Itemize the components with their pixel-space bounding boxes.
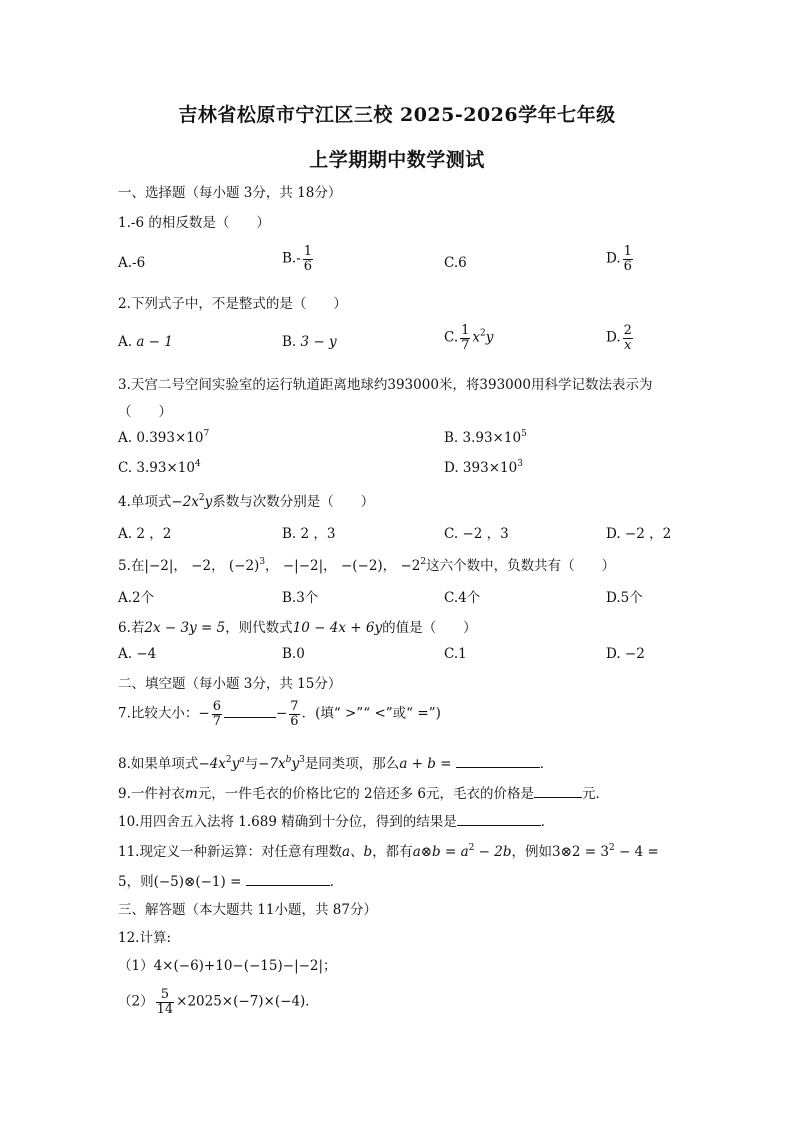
q12-p2-numerator: 5 [156,988,175,1003]
question-10 [118,810,554,830]
q6-stem-expr2: 10 − 4x + 6y [292,620,383,636]
q7-mid: − [275,705,288,722]
q2-option-b [282,334,337,350]
question-4-stem [118,490,374,510]
q1-b-prefix: B.- [282,250,301,267]
question-8 [118,752,553,772]
question-2-stem: 2.下列式子中，不是整式的是（ ） [118,296,347,312]
q7-answer-blank[interactable] [224,705,276,718]
q5-items2: ， −|−2|， −(−2)， −2 [265,558,421,574]
question-11-line-1 [118,840,659,860]
q8-term2: −7x [258,756,286,772]
q3-a-exponent: 7 [203,429,210,439]
q2-option-a [118,334,173,350]
q3-b-exponent: 5 [521,429,527,439]
q4-stem-pre: 4.单项式 [118,494,172,510]
q2-c-prefix: C. [444,329,459,346]
q3-option-d [444,460,523,476]
q11-pre: 11.现定义一种新运算：对任意有理数 [118,844,342,860]
q2-b-expression: 3 − y [300,334,337,350]
q9-end: 元． [581,786,609,802]
q3-option-b [444,430,527,446]
q5-exp2: 2 [420,557,427,567]
q3-option-a [118,430,209,446]
q12-p1-label: （1） [118,958,154,974]
q4-stem-expr: −2x [171,494,199,510]
q5-exp1: 3 [259,557,266,567]
q2-option-d [606,324,635,352]
q12-p2-expression: ×2025×(−7)×(−4)． [176,993,319,1010]
q2-b-prefix: B. [282,334,297,350]
q6-stem-mid: ，则代数式 [225,620,293,636]
question-6-stem [118,616,477,636]
q3-c-base: C. 3.93×10 [118,460,195,476]
q9-var: m [184,786,198,802]
q12-p2-denominator: 14 [156,1001,174,1017]
q11-example-exp: 2 [608,843,615,853]
q5-option-d: D.5个 [606,590,643,606]
q1-d-fraction [623,245,633,273]
q11-answer-blank[interactable] [246,873,330,886]
q1-b-fraction [303,245,313,273]
q5-items: |−2|， −2， (−2) [144,558,260,574]
page-title: 吉林省松原市宁江区三校 2025-2026学年七年级 [178,104,616,126]
q3-c-exponent: 4 [194,459,201,469]
question-12-part-2 [118,988,319,1016]
q2-d-numerator: 2 [623,323,632,338]
q7-post: ．(填“ >”“ <”或“ =”) [301,705,441,722]
q1-d-denominator: 6 [623,258,632,274]
q12-p2-label: （2） [118,993,154,1010]
q2-c-var2: y [485,329,494,346]
q1-option-b [282,245,315,273]
q3-option-c [118,460,201,476]
q1-b-denominator: 6 [303,258,313,274]
q6-option-a: A. −4 [118,646,157,662]
q11-example-label: ，例如 [511,844,552,860]
q10-end: ． [540,814,555,830]
q8-answer-blank[interactable] [456,755,540,768]
q3-d-base: D. 393×10 [444,460,518,476]
q2-option-c [444,324,493,352]
q7-fraction-1 [212,700,222,728]
question-9 [118,782,609,802]
q2-d-prefix: D. [606,329,621,346]
q4-stem-exp: 2 [198,493,205,503]
q9-post: 元，一件毛衣的价格比它的 2倍还多 6元，毛衣的价格是 [197,786,534,802]
q6-stem-pre: 6.若 [118,620,145,636]
section-heading-solve: 三、解答题（本大题共 11小题，共 87分） [118,902,377,918]
q1-d-prefix: D. [606,250,621,267]
q5-option-c: C.4个 [444,590,481,606]
q3-b-base: B. 3.93×10 [444,430,522,446]
question-11-line-2 [118,870,343,890]
q2-a-prefix: A. [118,334,133,350]
q5-stem-pre: 5.在 [118,558,145,574]
question-12-part-1 [118,954,337,974]
q6-option-d: D. −2 [606,646,645,662]
q8-term2-y-exp: 3 [299,755,305,765]
q4-option-c: C. −2 ，3 [444,526,509,542]
q11-definition: a⊗b = a [412,844,469,860]
q11-line2-pre: 5，则 [118,874,154,890]
q4-option-d: D. −2 ，2 [606,526,672,542]
question-7 [118,700,441,728]
question-3-stem: 3.天宫二号空间实验室的运行轨道距离地球约393000米，将393000用科学记数法表示为 [118,377,653,393]
q2-c-exponent: 2 [480,328,486,339]
q10-answer-blank[interactable] [457,813,541,826]
q8-pre: 8.如果单项式 [118,756,199,772]
q4-stem-expr2: y [204,494,213,510]
q9-pre: 9.一件衬衣 [118,786,185,802]
q11-mid: ，都有 [372,844,413,860]
q6-option-c: C.1 [444,646,467,662]
q7-f2-num: 7 [290,699,299,714]
q7-pre: 7.比较大小：− [118,705,210,722]
q8-expression: a + b = [399,756,452,772]
q9-answer-blank[interactable] [534,785,582,798]
q5-option-b: B.3个 [282,590,319,606]
q6-stem-expr1: 2x − 3y = 5 [144,620,226,636]
q2-c-denominator: 7 [461,337,470,353]
q8-term1-y: y [231,756,240,772]
q2-d-denominator: x [624,337,632,353]
question-3-paren: （ ） [118,404,172,420]
question-1-stem: 1.-6 的相反数是（ ） [118,215,270,231]
q8-term1-exp: 2 [225,755,232,765]
q5-stem-post: 这六个数中，负数共有（ ） [426,558,616,574]
q8-term1: −4x [198,756,226,772]
q1-d-numerator: 1 [623,244,632,259]
q8-term2-exp: b [285,755,292,765]
q2-c-fraction [460,324,470,352]
q1-option-c: C.6 [444,255,467,271]
q1-option-a: A.-6 [118,255,146,271]
q4-option-b: B. 2 ，3 [282,526,336,542]
q8-post: 是同类项，那么 [304,756,400,772]
q11-example-tail: − 4 = [614,844,659,860]
q6-stem-post: 的值是（ ） [382,620,477,636]
q11-ab: a、b [341,844,373,860]
q11-end: ． [329,874,344,890]
q3-a-base: A. 0.393×10 [118,430,204,446]
q1-b-numerator: 1 [303,244,313,259]
question-12-stem: 12.计算: [118,930,172,946]
page-subtitle: 上学期期中数学测试 [309,149,485,171]
q11-example: 3⊗2 = 3 [552,844,609,860]
q8-term1-y-exp: a [239,755,245,765]
section-heading-choice: 一、选择题（每小题 3分，共 18分） [118,185,342,201]
q6-option-b: B.0 [282,646,305,662]
q4-option-a: A. 2 ，2 [118,526,172,542]
q5-option-a: A.2个 [118,590,155,606]
q8-term2-y: y [291,756,300,772]
q2-c-var: x [472,329,481,346]
q7-fraction-2 [289,700,299,728]
q12-p1-expression: 4×(−6)+10−(−15)−|−2|； [153,958,337,974]
q7-f1-den: 7 [212,713,221,729]
q2-d-fraction [623,324,633,352]
q7-f1-num: 6 [212,699,221,714]
q2-c-numerator: 1 [461,323,470,338]
q2-a-expression: a − 1 [136,334,173,350]
q3-d-exponent: 3 [517,459,523,469]
q11-definition-exp: 2 [468,843,475,853]
q8-mid: 与 [244,756,259,772]
q4-stem-post: 系数与次数分别是（ ） [212,494,375,510]
q11-definition-tail: − 2b [474,844,512,860]
q12-p2-fraction [156,988,175,1016]
q10-text: 10.用四舍五入法将 1.689 精确到十分位，得到的结果是 [118,814,457,830]
q1-option-d [606,245,635,273]
q8-end: ． [539,756,554,772]
q11-line2-expr: (−5)⊗(−1) = [153,874,242,890]
section-heading-fill: 二、填空题（每小题 3分，共 15分） [118,676,342,692]
question-5-stem [118,554,615,574]
q7-f2-den: 6 [290,713,299,729]
